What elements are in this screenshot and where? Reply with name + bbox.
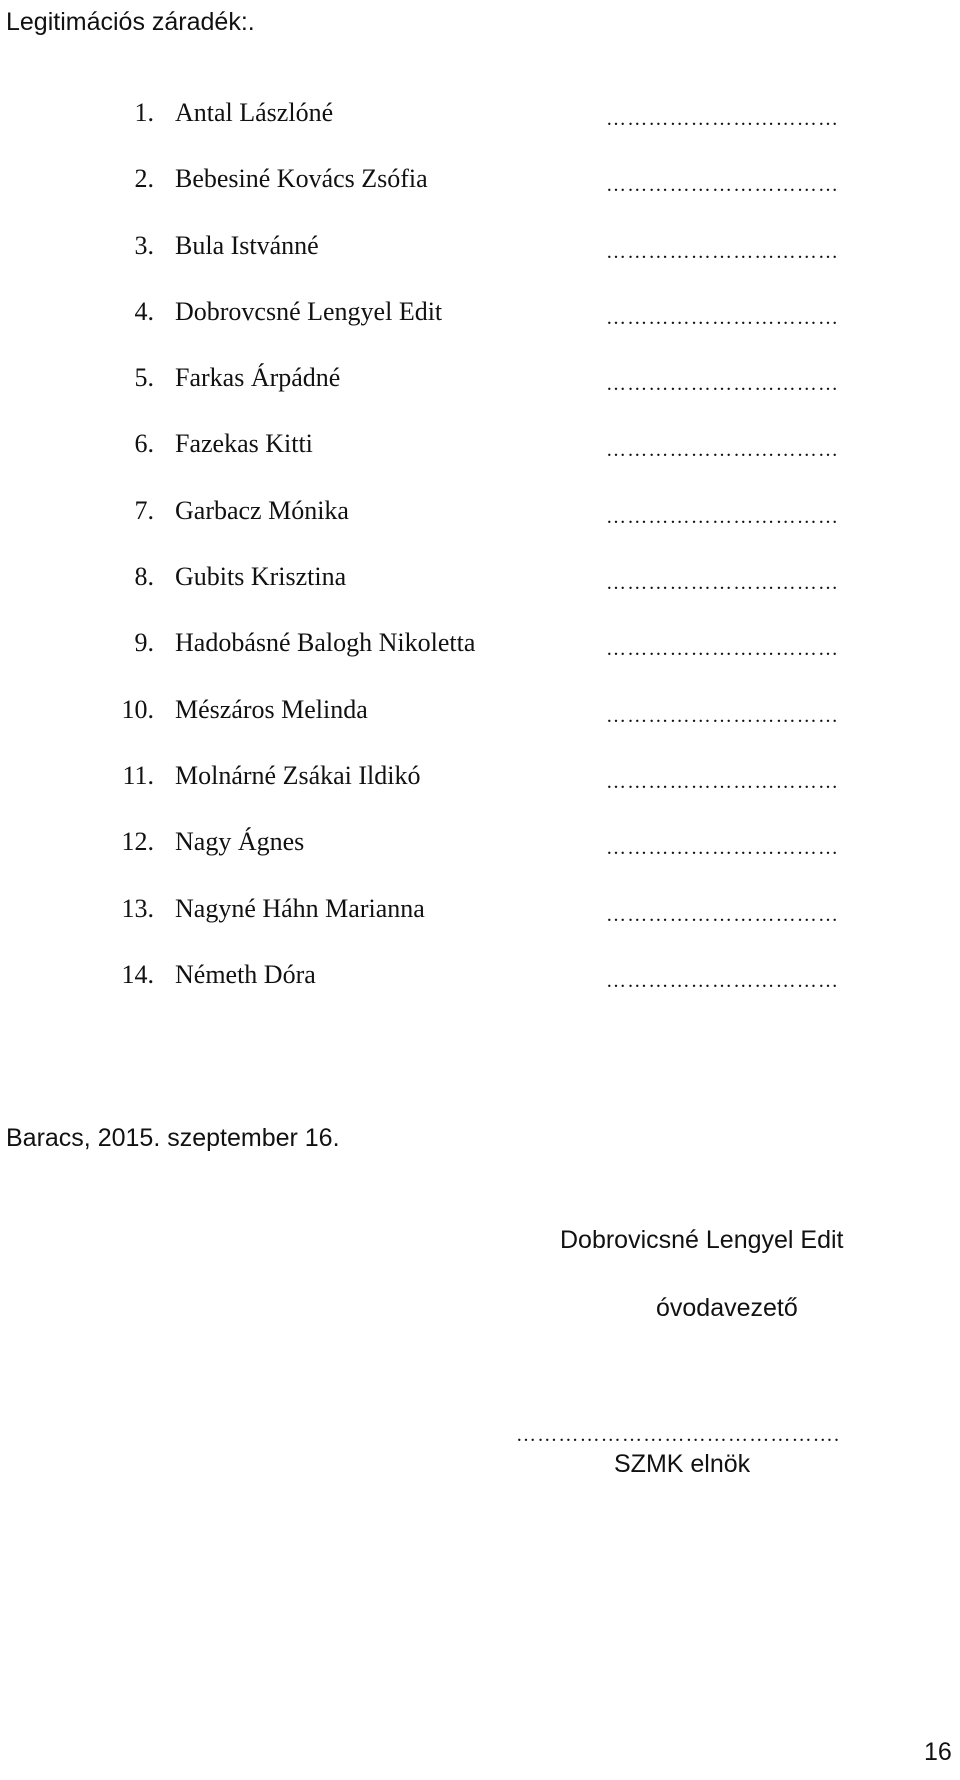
chair-signature-line: ………………………………………. [516,1424,841,1446]
signature-line: …………………………… [606,837,840,860]
signer-row [0,226,960,292]
signature-line: …………………………… [606,439,840,462]
page-number: 16 [924,1738,952,1766]
place-and-date: Baracs, 2015. szeptember 16. [6,1124,340,1152]
signer-name: Bula Istvánné [175,230,319,260]
director-name: Dobrovicsné Lengyel Edit [560,1226,844,1254]
signer-number: 12. [121,827,154,857]
signature-line: …………………………… [606,770,840,793]
signer-number: 6. [134,429,154,459]
signer-row [0,822,960,888]
signer-number: 2. [134,164,154,194]
signer-name: Gubits Krisztina [175,562,347,592]
signer-number: 8. [134,562,154,592]
signer-row [0,756,960,822]
signer-list [0,93,960,1021]
signer-number: 1. [134,98,154,127]
signer-row [0,93,960,159]
signer-row [0,292,960,358]
signer-number: 9. [134,628,154,658]
signature-line: …………………………… [606,572,840,595]
signature-line: …………………………… [606,969,840,992]
signer-name: Garbacz Mónika [175,495,349,525]
chair-title: SZMK elnök [614,1450,751,1478]
signer-row [0,690,960,756]
signer-row [0,889,960,955]
signer-number: 11. [122,760,154,790]
signer-number: 4. [134,296,154,326]
signer-name: Mészáros Melinda [175,694,368,724]
signer-row [0,358,960,424]
signer-row [0,557,960,623]
signer-name: Hadobásné Balogh Nikoletta [175,628,476,658]
signer-name: Molnárné Zsákai Ildikó [175,760,421,790]
signer-name: Bebesiné Kovács Zsófia [175,164,428,194]
signature-line: …………………………… [606,903,840,926]
signature-line: …………………………… [606,174,840,197]
signer-row [0,955,960,1021]
signer-number: 5. [134,363,154,393]
signature-line: …………………………… [606,704,840,727]
signature-line: …………………………… [606,108,840,130]
signer-number: 14. [121,959,154,989]
signer-number: 7. [134,495,154,525]
signature-line: …………………………… [606,240,840,263]
signer-row [0,424,960,490]
director-title: óvodavezető [656,1294,798,1322]
signer-number: 3. [134,230,154,260]
signer-name: Dobrovcsné Lengyel Edit [175,296,443,326]
signer-number: 13. [121,893,154,923]
signature-line: …………………………… [606,306,840,329]
document-heading: Legitimációs záradék:. [6,8,255,36]
signer-row [0,159,960,225]
signer-number: 10. [121,694,154,724]
signer-name: Németh Dóra [175,959,316,989]
signer-name: Farkas Árpádné [175,363,341,393]
signer-name: Nagyné Háhn Marianna [175,893,425,923]
signer-name: Antal Lászlóné [175,98,334,127]
signer-name: Nagy Ágnes [175,827,305,857]
signer-row [0,623,960,689]
signature-line: …………………………… [606,373,840,396]
signer-name: Fazekas Kitti [175,429,313,459]
signature-line: …………………………… [606,638,840,661]
signer-row [0,491,960,557]
signature-line: …………………………… [606,505,840,528]
